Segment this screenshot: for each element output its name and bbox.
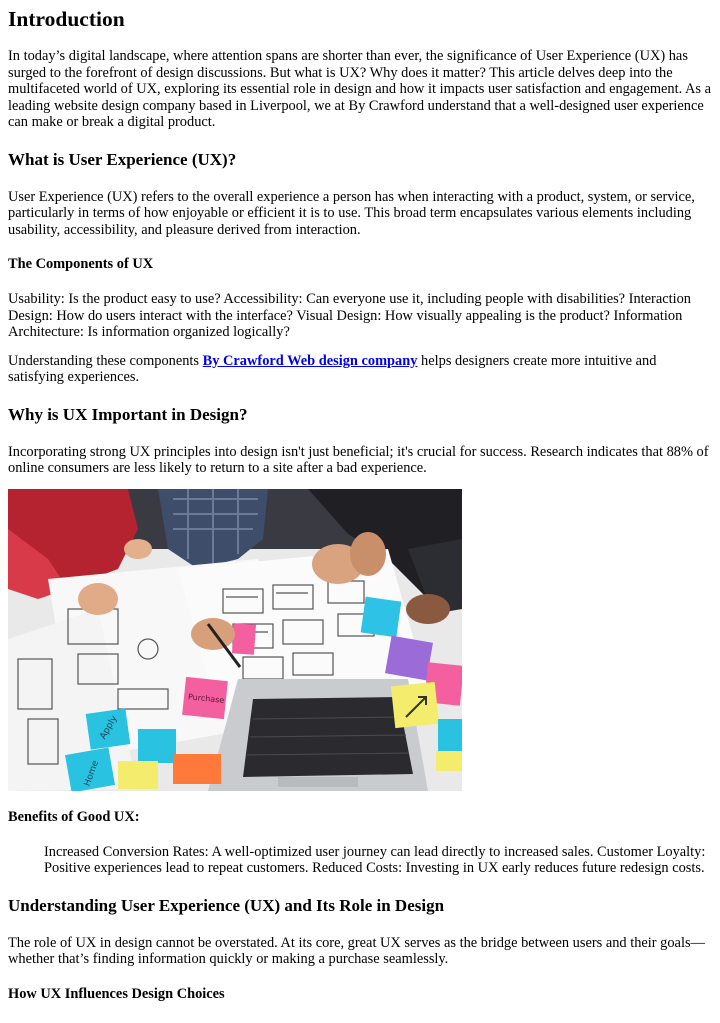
sticky-note-apply: Apply (98, 713, 120, 741)
sticky-note-home: Home (82, 758, 102, 788)
heading-what-is-ux: What is User Experience (UX)? (8, 149, 237, 169)
heading-why-important: Why is UX Important in Design? (8, 404, 248, 424)
heading-influences: How UX Influences Design Choices (8, 985, 225, 1002)
article (0, 6, 712, 1003)
heading-components: The Components of UX (8, 256, 154, 272)
heading-introduction: Introduction (8, 7, 125, 31)
intro-paragraph: In today’s digital landscape, where attention spans are shorter than ever, the significance of User Experience (UX) has surged to the forefront of design discussions. But what is UX? Why does it matter? This article delves deep into the multifaceted world of UX, exploring its essential role in design and how it impacts user satisfaction and engagement. As a leading website design company based in Liverpool, we at By Crawford understand that a well-designed user experience can make or break a digital product. (8, 48, 711, 130)
heading-benefits: Benefits of Good UX: (8, 808, 140, 825)
role-paragraph: The role of UX in design cannot be overstated. At its core, great UX serves as the bridge between users and their goals—whether that’s finding information quickly or making a purchase seamlessly. (8, 934, 705, 967)
sticky-note-purchase: Purchase (187, 691, 225, 705)
what-is-ux-paragraph: User Experience (UX) refers to the overall experience a person has when interacting with a product, system, or service, particularly in terms of how enjoyable or efficient it is to use. This broad term encapsulates various elements including usability, accessibility, and pleasure derived from interaction. (8, 188, 695, 238)
benefits-blockquote: Increased Conversion Rates: A well-optimized user journey can lead directly to increased sales. Customer Loyalty: Positive experiences lead to repeat customers. Reduced Costs: Investing in UX early reduces future redesign costs. (44, 843, 706, 876)
components-paragraph: Usability: Is the product easy to use? Accessibility: Can everyone use it, including people with disabilities? Interaction Design: How do users interact with the interface? Visual Design: How visually appealing is the product? Information Architecture: Is information organized logically? (8, 291, 691, 340)
team-wireframe-photo (8, 489, 462, 791)
understanding-paragraph (8, 353, 712, 386)
why-important-paragraph: Incorporating strong UX principles into design isn't just beneficial; it's crucial for success. Research indicates that 88% of online consumers are less likely to return to a site after a bad experience. (8, 443, 709, 476)
understanding-suffix: helps designers create more intuitive and satisfying experiences. (8, 352, 657, 385)
understanding-prefix: Understanding these components (8, 352, 203, 369)
by-crawford-link[interactable]: By Crawford Web design company (202, 352, 418, 369)
heading-understanding-role: Understanding User Experience (UX) and Its Role in Design (8, 895, 445, 915)
